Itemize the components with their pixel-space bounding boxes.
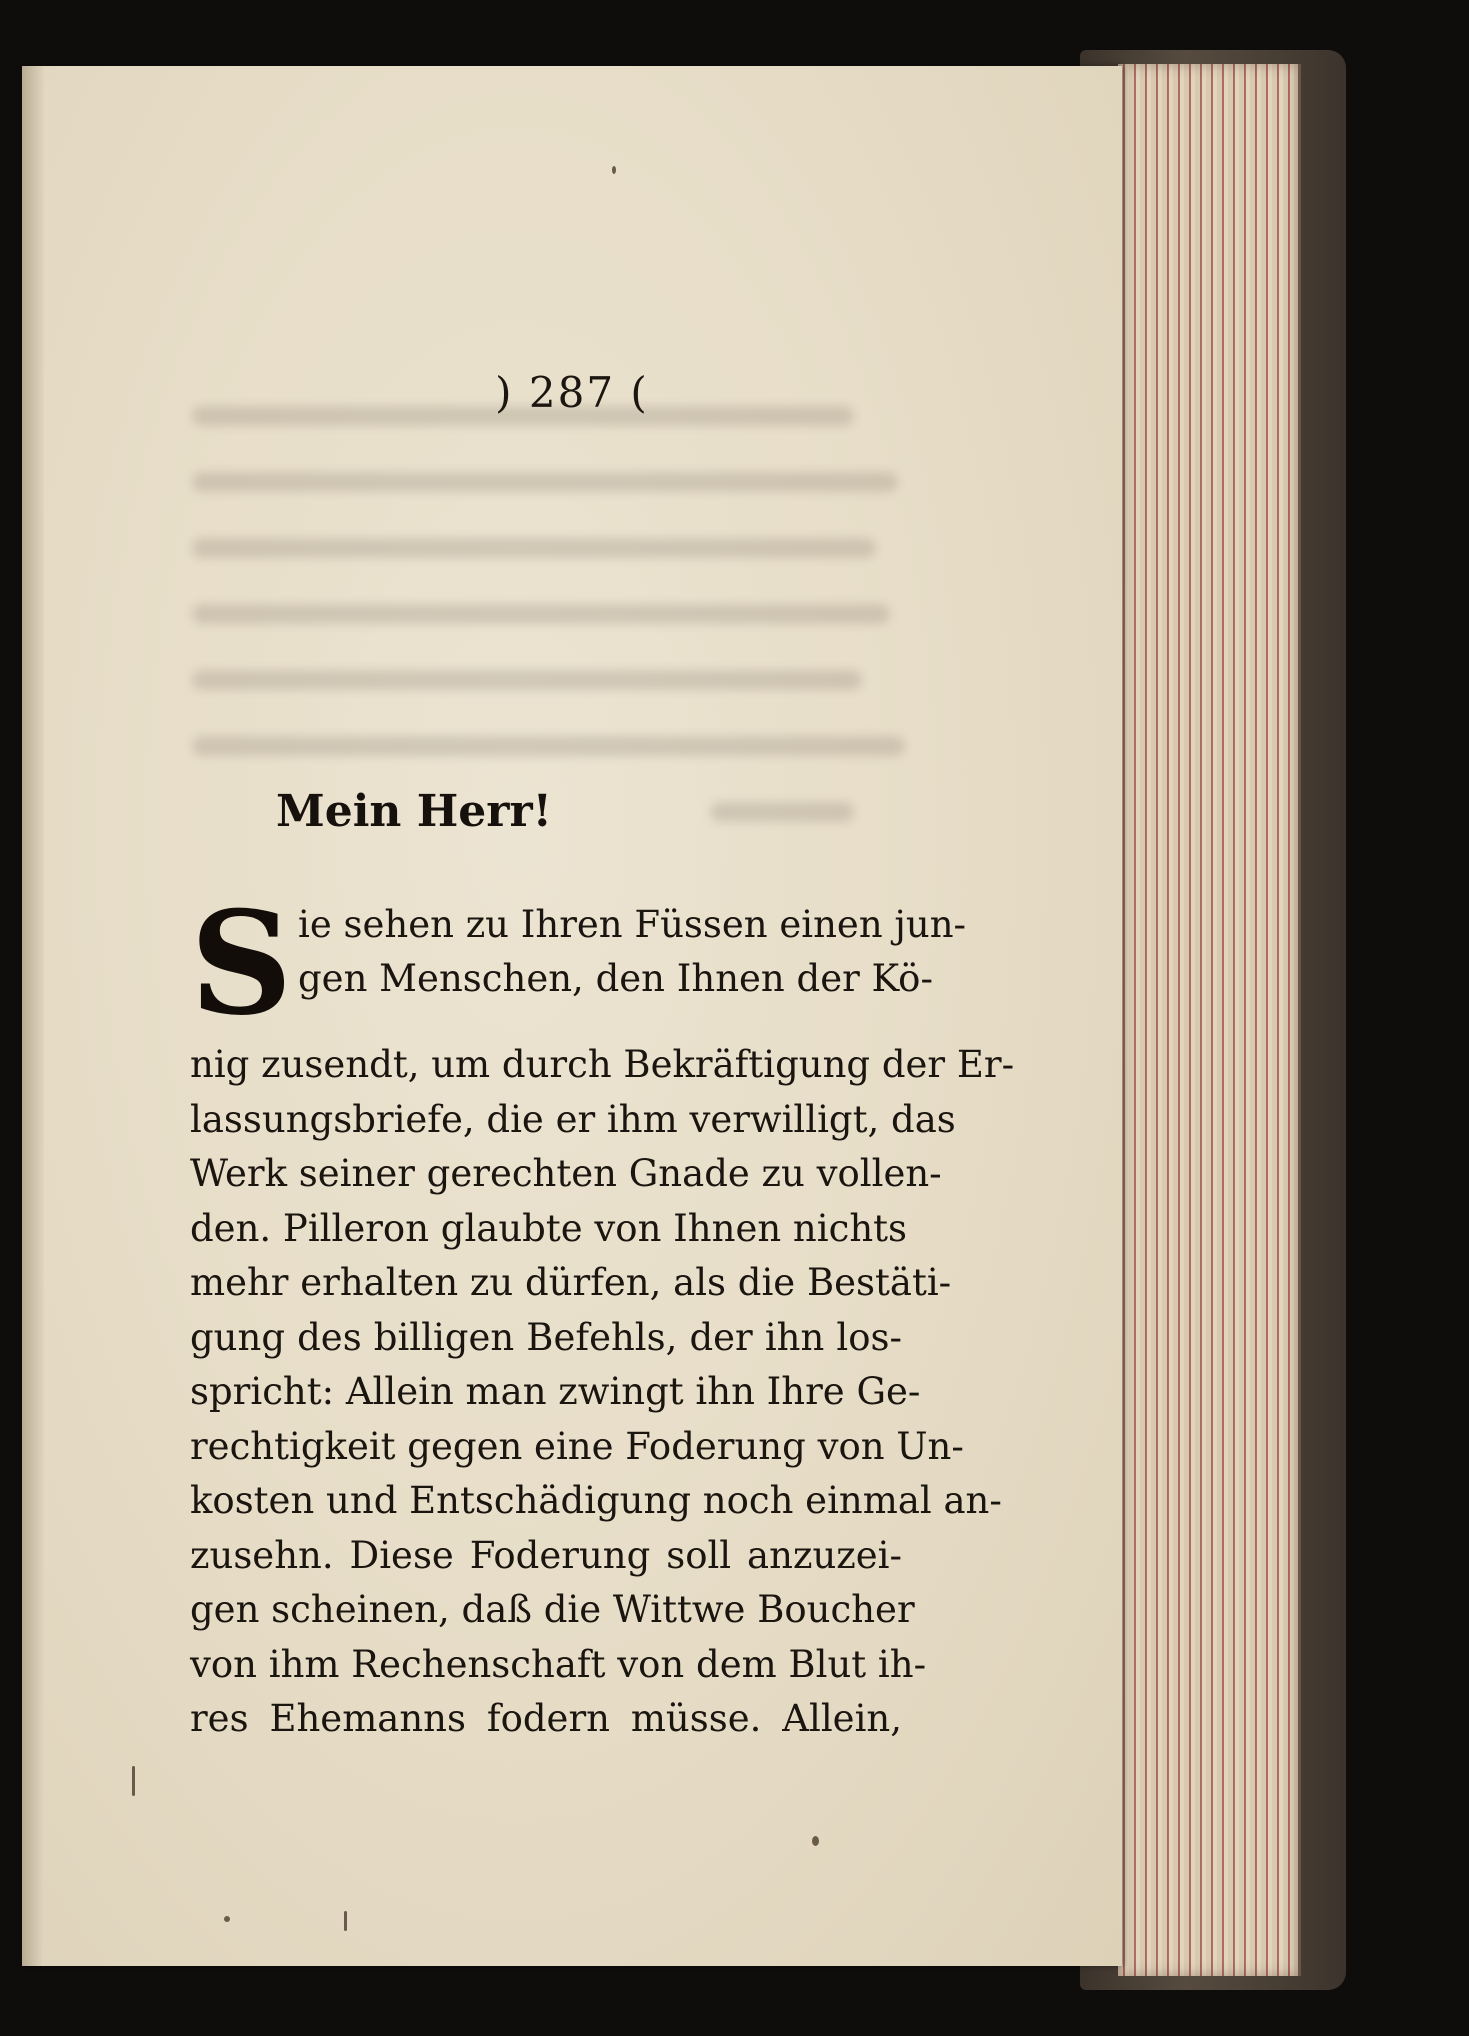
salutation: Mein Herr!	[276, 786, 552, 837]
text-line: kosten und Entschädigung noch einmal an-	[190, 1479, 1002, 1522]
text-line: spricht: Allein man zwingt ihn Ihre Ge-	[190, 1370, 921, 1413]
first-paragraph-start	[190, 881, 967, 1047]
text-line: nig zusendt, um durch Bekräftigung der Er-	[190, 1043, 1015, 1086]
text-line: gen scheinen, daß die Wittwe Boucher	[190, 1588, 915, 1631]
drop-cap: S	[190, 881, 293, 1047]
page-edges	[1118, 64, 1301, 1976]
paper-speck	[612, 166, 616, 174]
text-line: res Ehemanns fodern müsse. Allein,	[190, 1697, 902, 1740]
book-page	[22, 66, 1122, 1966]
text-line: mehr erhalten zu dürfen, als die Bestäti-	[190, 1261, 952, 1304]
text-line: den. Pilleron glaubte von Ihnen nichts	[190, 1206, 908, 1250]
body-text	[190, 881, 1015, 1747]
paper-speck	[344, 1911, 347, 1931]
paper-speck	[132, 1766, 135, 1796]
bleed-through	[192, 406, 912, 806]
text-line: gung des billigen Befehls, der ihn los-	[190, 1315, 902, 1359]
text-line: Werk seiner gerechten Gnade zu vollen-	[190, 1152, 942, 1195]
text-line: von ihm Rechenschaft von dem Blut ih-	[190, 1642, 927, 1686]
text-line: gen Menschen, den Ihnen der Kö-	[298, 957, 933, 1000]
text-line: rechtigkeit gegen eine Foderung von Un-	[190, 1424, 964, 1468]
text-line: lassungsbriefe, die er ihm verwilligt, das	[190, 1097, 956, 1141]
paper-speck	[812, 1836, 819, 1846]
page-number: ) 287 (	[495, 368, 649, 417]
text-line: ie sehen zu Ihren Füssen einen jun-	[298, 903, 967, 946]
text-line: zusehn. Diese Foderung soll anzuzei-	[190, 1533, 902, 1577]
paper-speck	[224, 1916, 230, 1922]
page-gutter	[22, 66, 44, 1966]
